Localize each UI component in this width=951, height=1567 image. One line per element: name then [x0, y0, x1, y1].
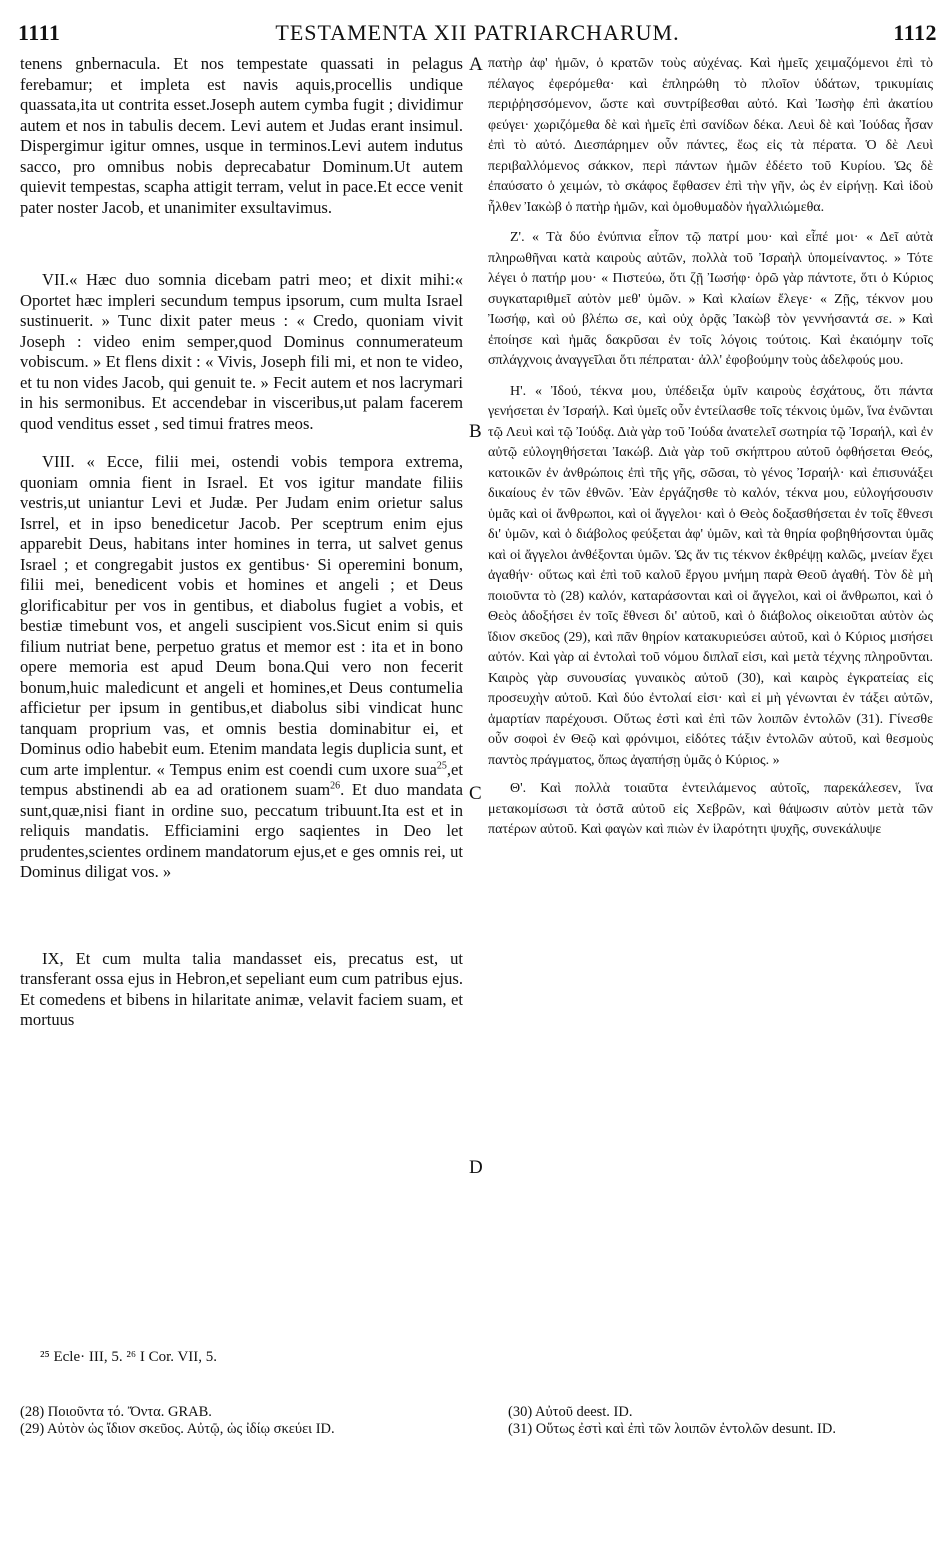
- latin-column: [20, 54, 463, 1031]
- greek-column: [488, 54, 933, 841]
- note-ref-26: 26: [330, 780, 341, 792]
- footnote-28: (28) Ποιοῦντα τό. Ὄντα. GRAB.: [20, 1404, 212, 1420]
- margin-marker-a: A: [469, 54, 483, 75]
- greek-paragraph-viii: Η'. « Ἰδού, τέκνα μου, ὑπέδειξα ὑμῖν καιροὺς ἐσχάτους, ὅτι πάντα γενήσεται ἐν Ἰσραήλ. Καὶ ὑμεῖς οὖν ἐντείλασθε τοῖς τέκνοις ὑμῶν, ἵνα ἑνῶνται τῷ Λευὶ καὶ τῷ Ἰούδᾳ. Διὰ γὰρ τοῦ Ἰούδα ἀνατελεῖ σωτηρία τῷ Ἰσραήλ, καὶ ἐν αὐτῷ εὐλογηθήσεται Ἰακώβ. Διὰ γὰρ τοῦ σκήπτρου αὐτοῦ ὀφθήσεται Θεός, κατοικῶν ἐν ἀνθρώποις ἐπὶ τῆς γῆς, σῶσαι, τὸ γένος Ἰσραήλ· καὶ ἐπισυνάξει δικαίους ἐν τῶν ἐθνῶν. Ἐὰν ἐργάζησθε τὸ καλόν, τέκνα μου, εὐλογήσουσιν ὑμᾶς καὶ οἱ ἄνθρωποι, καὶ οἱ ἄγγελοι· καὶ ὁ Θεὸς δοξασθήσεται ἐν τοῖς ἔθνεσι δι' ὑμῶν, καὶ ὁ διάβολος φεύξεται ἀφ' ὑμῶν, καὶ τὰ θηρία φοβηθήσονται ὑμᾶς καὶ οἱ ἄγγελοι ἀνθέξονται ὑμῶν. Ὡς ἄν τις τέκνον ἐκθρέψῃ καλῶς, μνείαν ἔχει ἀγαθήν· οὕτως καὶ ἐπὶ τοῦ καλοῦ ἔργου μνήμη παρὰ Θεοῦ ἀγαθή. Τὸν δὲ μὴ ποιοῦντα τὸ (28) καλόν, καταράσονται καὶ οἱ ἄγγελοι, καὶ οἱ ἄνθρωποι, καὶ ὁ Θεὸς ἀδοξήσει ἐν τοῖς ἔθνεσι δι' αὐτοῦ, καὶ ὁ διάβολος οἰκειοῦται αὐτὸν ὡς ἴδιον σκεῦος (29), καὶ πᾶν θηρίον κατακυριεύσει αὐτοῦ, καὶ ὁ Κύριος μισήσει αὐτόν. Καὶ γὰρ αἱ ἐντολαὶ τοῦ νόμου διπλαῖ εἰσι, καὶ μετὰ τέχνης πληροῦνται. Καιρὸς γὰρ συνουσίας γυναικὸς αὐτοῦ (30), καὶ καιρὸς ἐγκρατείας εἰς προσευχὴν αὐτοῦ. Καὶ δύο ἐντολαί εἰσι· καὶ εἰ μὴ γένωνται ἐν τάξει αὐτῶν, ἁμαρτίαν παρέχουσι. Οὕτως ἐστὶ καὶ ἐπὶ τῶν λοιπῶν ἐντολῶν (31). Γίνεσθε οὖν σοφοὶ ἐν Θεῷ καὶ φρόνιμοι, εἰδότες τάξιν ἐντολῶν αὐτοῦ, καὶ θεσμοὺς παντὸς πράγματος, ὅπως ἀγαπήσῃ ὑμᾶς ὁ Κύριος. »: [488, 383, 933, 768]
- footnotes-right: [508, 1404, 933, 1438]
- greek-paragraph-vii: Ζ'. « Τὰ δύο ἐνύπνια εἶπον τῷ πατρί μου· καὶ εἶπέ μοι· « Δεῖ αὐτὰ πληρωθῆναι κατὰ καιροὺς αὐτῶν, πολλὰ τοῦ Ἰσραὴλ ὑπομείναντος. » Τότε λέγει ὁ πατήρ μου· « Πιστεύω, ὅτι ζῇ Ἰωσήφ· ὁρῶ γὰρ πάντοτε, ὅτι ὁ Κύριος συγκαταριθμεῖ αὐτὸν μεθ' ὑμῶν. » Καὶ κλαίων ἔλεγε· « Ζῇς, τέκνον μου Ἰωσήφ, καὶ οὐ βλέπω σε, καὶ οὐχ ὁρᾷς Ἰακὼβ τὸν γεννήσαντά σε. » Καὶ ἐποίησε καὶ ἡμᾶς δακρῦσαι ἐν τοῖς λόγοις τούτοις. Καὶ ἐκαιόμην τοῖς σπλάγχνοις ἀναγγεῖλαι ὅτι πέπραται· ἀλλ' ἐφοβούμην τοὺς ἀδελφούς μου.: [488, 230, 933, 368]
- margin-marker-c: C: [469, 783, 482, 804]
- running-header: [18, 20, 937, 50]
- footnote-30: (30) Αὐτοῦ deest. ID.: [508, 1404, 633, 1420]
- latin-viii-text: VIII. « Ecce, filii mei, ostendi vobis tempora extrema, quoniam omnia fient in Israel. Et vos igitur mandate filiis vestris,ut uniantur Levi et Judæ. Per Judam enim orietur salus Isrrel, et in ipso benedicetur Jacob. Per sceptrum enim ejus apparebit Deus, habitans inter homines in terra, ut salvet genus Israel ; et congregabit justos ex gentibus· Si operemini bonum, filii mei, benedicent vobis et homines et angeli ; et Deus glorificabitur per vos in gentibus, et diabolus fugiet a vobis, et bestiæ timebunt vos, et angeli suscipient vos.Sicut enim si quis filium nutriat bene, perpetuo gratus et memor est : ita et in bono opere memoria est apud Deum bona.Qui vero non fecerit bonum,huic maledicunt et angeli et homines,et Deus contumelia afficietur per ipsum in gentibus,et diabolus sibi vindicat hunc tanquam proprium vas, et omnis bestia dominabitur ei, et Dominus odio habebit eum. Etenim mandata legis duplicia sunt, et cum arte implentur. « Tempus enim est coendi cum uxore sua: [20, 452, 463, 779]
- footnote-31: (31) Οὕτως ἐστὶ καὶ ἐπὶ τῶν λοιπῶν ἐντολῶν desunt. ID.: [508, 1421, 836, 1437]
- scripture-references: ²⁵ Ecle· III, 5. ²⁶ I Cor. VII, 5.: [40, 1349, 218, 1365]
- latin-paragraph-vi-end: tenens gnbernacula. Et nos tempestate quassati in pelagus ferebamur; et impleta est navis aquis,procellis undique quassata,ita ut contrita esset.Joseph autem cymba fugit ; dividimur autem et nos in tabulis decem. Levi autem et Judas erant insimul. Dispergimur igitur omnes, usque in terminos.Levi autem indutus sacco, pro omnibus nobis deprecabatur Dominum.Ut autem quievit tempestas, scapha attigit terram, velut in pace.Et ecce venit pater noster Jacob, et unanimiter exsultavimus.: [20, 54, 463, 217]
- page-number-left: 1111: [18, 20, 61, 45]
- greek-paragraph-vi-end: πατὴρ ἀφ' ἡμῶν, ὁ κρατῶν τοὺς αὐχένας. Καὶ ἡμεῖς χειμαζόμενοι ἐπὶ τὸ πέλαγος ἐφερόμεθα· καὶ ἐπληρώθη τὸ πλοῖον ὑδάτων, τρικυμίαις περιῤῥησσόμενον, ὥστε καὶ συντρίβεσθαι αὐτό. Καὶ Ἰωσὴφ ἐπὶ ἀκατίου φεύγει· χωριζόμεθα δὲ καὶ ἡμεῖς ἐπὶ σανίδων δέκα. Λευὶ δὲ καὶ Ἰούδας ἦσαν ἐπὶ τὸ αὐτό. Διεσπάρημεν οὖν πάντες, ἕως εἰς τὰ πέρατα. Ὁ δὲ Λευὶ περιβαλλόμενος σάκκον, περὶ πάντων ἡμῶν ἐδέετο τοῦ Κυρίου. Ὡς δὲ ἐπαύσατο ὁ χειμών, τὸ σκάφος ἔφθασεν ἐπὶ τὴν γῆν, ὡς ἐν εἰρήνῃ. Καὶ ἰδοὺ ἦλθεν Ἰακὼβ ὁ πατὴρ ἡμῶν, καὶ ὁμοθυμαδὸν ἠγαλλιώμεθα.: [488, 56, 933, 215]
- latin-paragraph-viii: [20, 452, 463, 883]
- latin-paragraph-vii: VII.« Hæc duo somnia dicebam patri meo; et dixit mihi:« Oportet hæc impleri secundum tempus ipsorum, cum multa Israel sustinuerit. » Tunc dixit pater meus : « Credo, quoniam vivit Joseph : video enim semper,quod Dominus connumerateum vobiscum. » Et flens dixit : « Vivis, Joseph fili mi, et non te video, et tu non vides Jacob, qui genuit te. » Fecit autem et nos lacrymari in his sermonibus. Et accendebar in visceribus,ut palam facerem quod venditus esset , sed timui fratres meos.: [20, 270, 463, 433]
- footnote-29: (29) Αὐτὸν ὡς ἴδιον σκεῦος. Αὐτῷ, ὡς ἰδίῳ σκεύει ID.: [20, 1421, 335, 1437]
- margin-marker-d: D: [469, 1157, 483, 1178]
- footnotes-left: [20, 1404, 460, 1438]
- note-ref-25: 25: [436, 759, 447, 771]
- greek-paragraph-ix: Θ'. Καὶ πολλὰ τοιαῦτα ἐντειλάμενος αὐτοῖς, παρεκάλεσεν, ἵνα μετακομίσωσι τὰ ὀστᾶ αὐτοῦ εἰς Χεβρῶν, καὶ θάψωσιν αὐτὸν μετὰ τῶν πατέρων αὐτοῦ. Καὶ φαγὼν καὶ πιὼν ἐν ἱλαρότητι ψυχῆς, συνεκάλυψε: [488, 781, 933, 837]
- page-number-right: 1112: [893, 20, 937, 45]
- latin-viii-mid: ,et tempus abstinendi ab ea ad orationem suam: [20, 759, 463, 799]
- running-title: TESTAMENTA XII PATRIARCHARUM.: [275, 20, 680, 45]
- latin-paragraph-ix: IX, Et cum multa talia mandasset eis, precatus est, ut transferant ossa ejus in Hebron,et sepeliant eum cum patribus ejus. Et comedens et bibens in hilaritate animæ, velavit faciem suam, et mortuus: [20, 948, 463, 1029]
- latin-viii-end: . Et duo mandata sunt,quæ,nisi fiant in ordine suo, peccatum tribuunt.Ita est et in reliquis mandatis. Efficiamini ergo saqientes in Deo let prudentes,scientes ordinem mandatorum ejus,et e ges omnis rei, ut Dominus diligat vos. »: [20, 780, 463, 881]
- margin-marker-b: B: [469, 421, 482, 442]
